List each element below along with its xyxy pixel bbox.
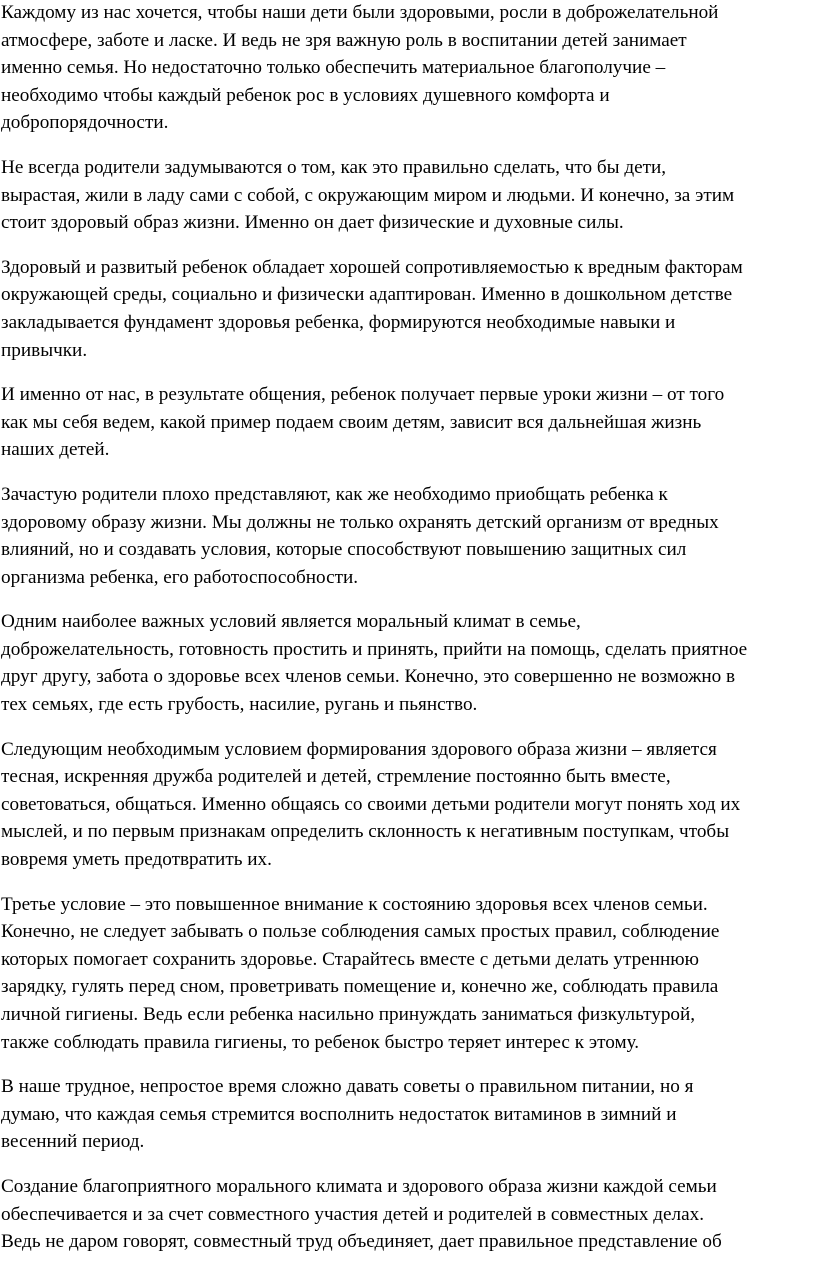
paragraph-3 <box>1 254 816 364</box>
text-line: В наше трудное, непростое время сложно давать советы о правильном питании, но я <box>1 1076 694 1098</box>
text-line: которых помогает сохранить здоровье. Старайтесь вместе с детьми делать утреннюю <box>1 948 699 970</box>
text-line: зарядку, гулять перед сном, проветривать помещение и, конечно же, соблюдать правила <box>1 976 719 998</box>
text-line: именно семья. Но недостаточно только обеспечить материальное благополучие – <box>1 57 666 79</box>
text-line: Зачастую родители плохо представляют, как же необходимо приобщать ребенка к <box>1 483 668 505</box>
text-line: Следующим необходимым условием формирования здорового образа жизни – является <box>1 738 717 760</box>
text-line: закладывается фундамент здоровья ребенка, формируются необходимые навыки и <box>1 311 676 333</box>
text-line: Здоровый и развитый ребенок обладает хорошей сопротивляемостью к вредным факторам <box>1 256 743 278</box>
text-line: необходимо чтобы каждый ребенок рос в условиях душевного комфорта и <box>1 84 610 106</box>
document-body <box>1 0 816 1273</box>
text-line: весенний период. <box>1 1131 145 1153</box>
text-line: Третье условие – это повышенное внимание к состоянию здоровья всех членов семьи. <box>1 893 708 915</box>
text-line: окружающей среды, социально и физически адаптирован. Именно в дошкольном детстве <box>1 284 733 306</box>
paragraph-2 <box>1 154 816 237</box>
paragraph-9 <box>1 1073 816 1156</box>
text-line: наших детей. <box>1 439 110 461</box>
text-line: Ведь не даром говорят, совместный труд объединяет, дает правильное представление об <box>1 1231 722 1253</box>
paragraph-8 <box>1 891 816 1057</box>
paragraph-1 <box>1 0 816 137</box>
text-line: привычки. <box>1 339 88 361</box>
text-line: стоит здоровый образ жизни. Именно он дает физические и духовные силы. <box>1 212 624 234</box>
text-line: также соблюдать правила гигиены, то ребенок быстро теряет интерес к этому. <box>1 1031 640 1053</box>
text-line: атмосфере, заботе и ласке. И ведь не зря важную роль в воспитании детей занимает <box>1 29 687 51</box>
text-line: тех семьях, где есть грубость, насилие, ругань и пьянство. <box>1 694 478 716</box>
text-line: мыслей, и по первым признакам определить склонность к негативным поступкам, чтобы <box>1 821 730 843</box>
text-line: организма ребенка, его работоспособности. <box>1 566 359 588</box>
text-line: добропорядочности. <box>1 112 169 134</box>
text-line: И именно от нас, в результате общения, ребенок получает первые уроки жизни – от того <box>1 384 725 406</box>
text-line: вырастая, жили в ладу сами с собой, с окружающим миром и людьми. И конечно, за этим <box>1 184 735 206</box>
paragraph-4 <box>1 381 816 464</box>
text-line: советоваться, общаться. Именно общаясь со своими детьми родители могут понять ход их <box>1 793 741 815</box>
text-line: Не всегда родители задумываются о том, как это правильно сделать, что бы дети, <box>1 156 667 178</box>
text-line: думаю, что каждая семья стремится восполнить недостаток витаминов в зимний и <box>1 1103 677 1125</box>
paragraph-6 <box>1 608 816 718</box>
paragraph-7 <box>1 736 816 874</box>
text-line: Одним наиболее важных условий является моральный климат в семье, <box>1 611 581 633</box>
text-line: Создание благоприятного морального климата и здорового образа жизни каждой семьи <box>1 1175 717 1197</box>
text-line: личной гигиены. Ведь если ребенка насильно принуждать заниматься физкультурой, <box>1 1004 696 1025</box>
paragraph-10 <box>1 1173 816 1256</box>
text-line: здоровому образу жизни. Мы должны не только охранять детский организм от вредных <box>1 511 719 533</box>
paragraph-5 <box>1 481 816 591</box>
text-line: тесная, искренняя дружба родителей и детей, стремление постоянно быть вместе, <box>1 766 671 788</box>
text-line: доброжелательность, готовность простить и принять, прийти на помощь, сделать приятное <box>1 638 748 660</box>
text-line: вовремя уметь предотвратить их. <box>1 849 272 871</box>
text-line: влияний, но и создавать условия, которые способствуют повышению защитных сил <box>1 539 687 561</box>
text-line: Конечно, не следует забывать о пользе соблюдения самых простых правил, соблюдение <box>1 921 720 943</box>
text-line: друг другу, забота о здоровье всех членов семьи. Конечно, это совершенно не возможно в <box>1 666 736 688</box>
text-line: Каждому из нас хочется, чтобы наши дети были здоровыми, росли в доброжелательной <box>1 2 719 23</box>
text-line: как мы себя ведем, какой пример подаем своим детям, зависит вся дальнейшая жизнь <box>1 411 702 433</box>
text-line: обеспечивается и за счет совместного участия детей и родителей в совместных делах. <box>1 1203 705 1225</box>
